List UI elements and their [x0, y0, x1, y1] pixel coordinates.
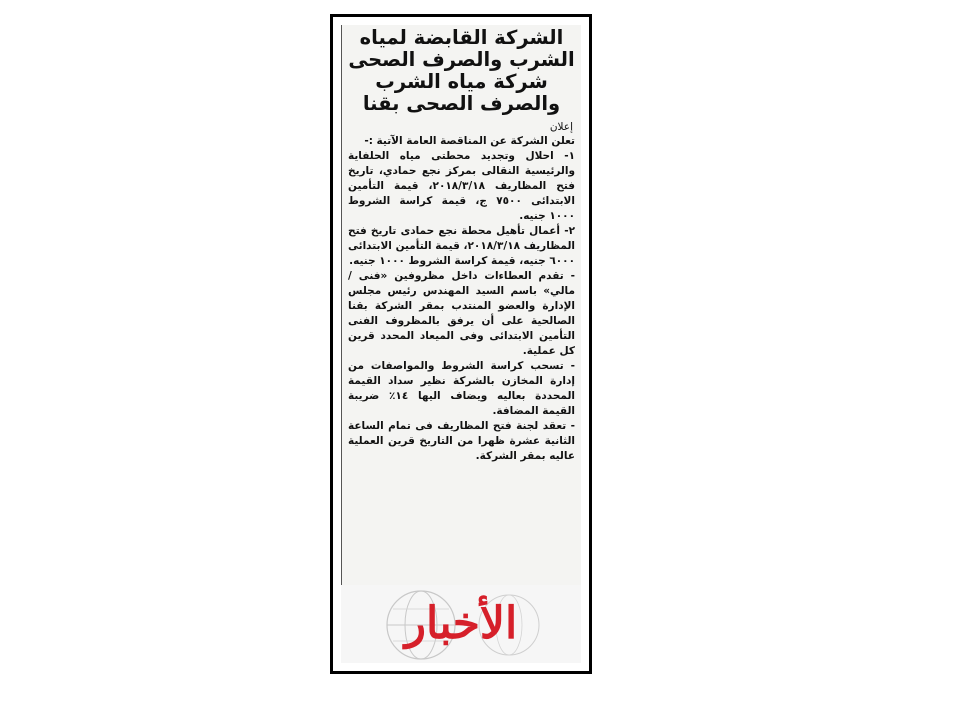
announcement-headline — [346, 27, 577, 115]
intro-paragraph: تعلن الشركة عن المناقصة العامة الآتية :- — [364, 135, 575, 147]
conditions-booklet-paragraph: - تسحب كراسة الشروط والمواصفات من إدارة المخازن بالشركة نظير سداد القيمة المحددة بعاليه ويضاف اليها ١٤٪ ضريبة القيمة المضافة. — [348, 360, 575, 417]
headline-line: شركة مياه الشرب — [375, 70, 548, 93]
headline-line: الشركة القابضة لمياه — [359, 26, 564, 49]
al-akhbar-logo-text: الأخبار — [404, 598, 518, 649]
bids-submission-paragraph: - تقدم العطاءات داخل مظروفين «فنى / مالي» باسم السيد المهندس رئيس مجلس الإدارة والعضو المنتدب بمقر الشركة بقنا الصالحية على أن يرفق بالمظروف الفنى التأمين الابتدائى وفى الميعاد المحدد قرين كل عملية. — [348, 270, 575, 357]
headline-line: والصرف الصحى بقنا — [362, 92, 561, 115]
newspaper-logo — [341, 585, 581, 663]
opening-committee-paragraph: - تعقد لجنة فتح المظاريف فى تمام الساعة الثانية عشرة ظهرا من التاريخ قرين العملية عاليه بمقر الشركة. — [348, 420, 575, 462]
newspaper-clipping — [341, 25, 581, 585]
announcement-body — [348, 134, 575, 464]
tender-item-2: ٢- أعمال تأهيل محطة نجع حمادى تاريخ فتح المظاريف ٢٠١٨/٣/١٨، قيمة التأمين الابتدائى ٦٠٠٠ جنيه، قيمة كراسة الشروط ١٠٠٠ جنيه. — [348, 225, 575, 267]
headline-line: الشرب والصرف الصحى — [348, 48, 575, 71]
announcement-label: إعلان — [549, 121, 573, 133]
clipping-frame — [330, 14, 592, 674]
tender-item-1: ١- احلال وتجديد محطتى مياه الحلفاية والرئيسية النقالى بمركز نجع حمادي، تاريخ فتح المظاريف ٢٠١٨/٣/١٨، قيمة التأمين الابتدائى ٧٥٠٠ ج، قيمة كراسة الشروط ١٠٠٠ جنيه. — [348, 150, 575, 222]
